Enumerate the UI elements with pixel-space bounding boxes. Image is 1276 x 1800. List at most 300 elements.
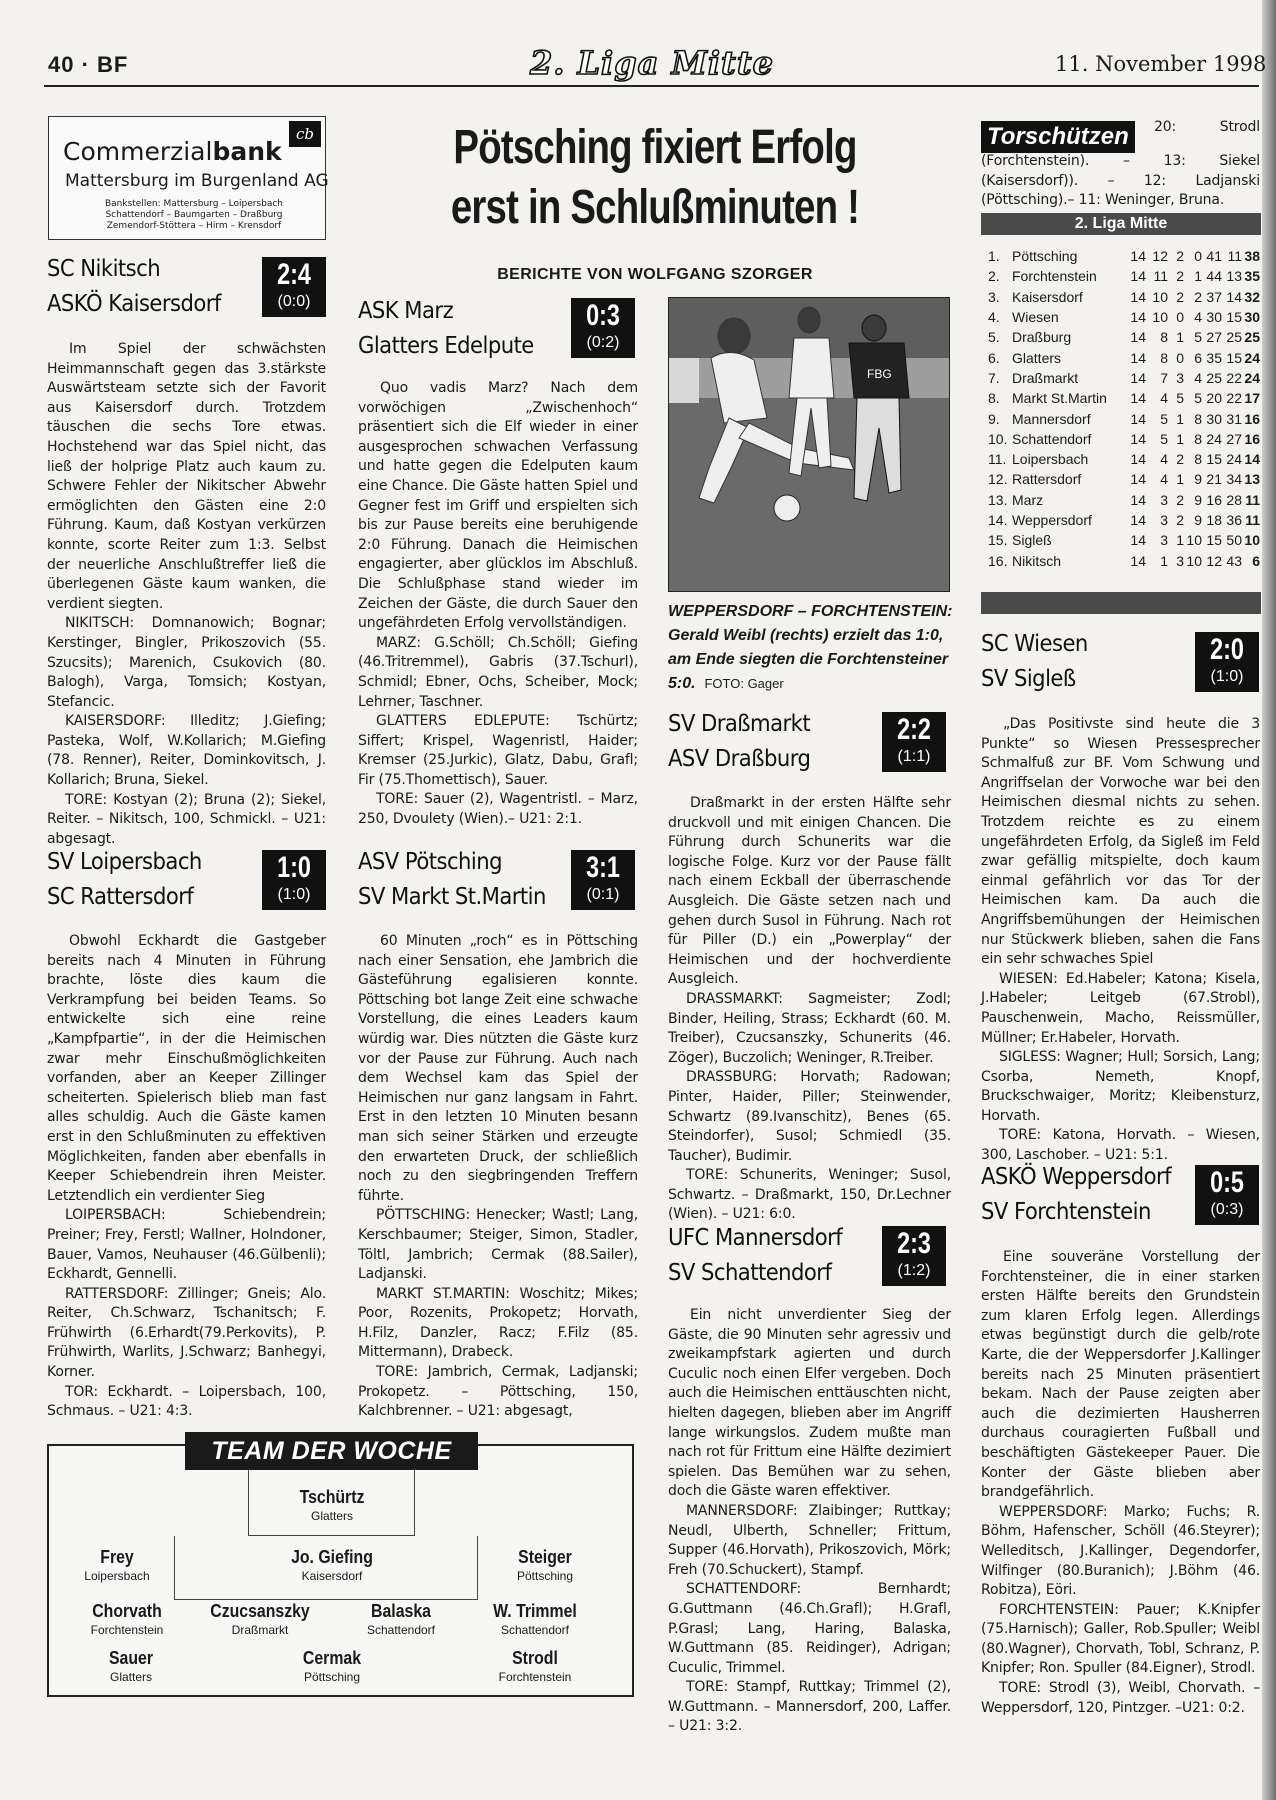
table-cell-goals-for: 20 [1206, 390, 1222, 407]
caption-text: WEPPERSDORF – FORCHTENSTEIN: Gerald Weibl (rechts) erzielt das 1:0, am Ende siegten die Forchtensteiner 5:0. [668, 603, 953, 692]
table-cell-points: 24 [1244, 369, 1260, 386]
table-cell-goals-against: 13 [1226, 268, 1242, 285]
table-cell-goals-for: 30 [1206, 410, 1222, 427]
table-cell-lost: 5 [1194, 329, 1202, 346]
player-card [257, 1647, 407, 1685]
table-cell-played: 14 [1130, 552, 1146, 569]
final-score: 2:4 [277, 258, 311, 291]
table-cell-rank: 4. [988, 309, 1000, 326]
table-row [988, 510, 1260, 530]
lineup-home: WIESEN: Ed.Habeler; Katona; Kisela, J.Habeler; Leitgeb (67.Strobl), Pauschenwein, Macho, Reissmüller, Müllner; Er.Habeler, Horvath. [981, 970, 1260, 1046]
table-row [988, 327, 1260, 347]
table-cell-lost: 9 [1194, 471, 1202, 488]
table-cell-team: Forchtenstein [1012, 268, 1097, 285]
table-cell-lost: 1 [1194, 268, 1202, 285]
score-box [882, 712, 946, 772]
table-cell-lost: 5 [1194, 390, 1202, 407]
match-report [981, 1248, 1260, 1718]
table-cell-won: 4 [1160, 451, 1168, 468]
table-cell-lost: 9 [1194, 512, 1202, 528]
away-team: SV Schattendorf [668, 1260, 832, 1286]
table-cell-goals-against: 22 [1226, 390, 1242, 407]
match-weppersdorf-teams [981, 1160, 1171, 1230]
table-cell-won: 10 [1152, 288, 1168, 305]
table-cell-rank: 15. [988, 532, 1008, 549]
match-report [47, 932, 326, 1422]
home-team: SC Wiesen [981, 631, 1088, 657]
football-players-illustration [669, 298, 950, 592]
table-cell-drawn: 2 [1176, 268, 1184, 285]
table-cell-played: 14 [1130, 390, 1146, 407]
match-report [47, 340, 326, 849]
table-cell-lost: 0 [1194, 248, 1202, 265]
table-cell-team: Glatters [1012, 349, 1062, 366]
table-cell-lost: 4 [1194, 369, 1202, 386]
table-cell-played: 14 [1130, 248, 1146, 265]
table-cell-lost: 8 [1194, 430, 1202, 447]
halftime-score: (0:3) [1210, 1201, 1244, 1218]
table-cell-played: 14 [1130, 268, 1146, 285]
table-cell-won: 7 [1160, 369, 1168, 386]
table-cell-goals-for: 18 [1206, 512, 1222, 528]
bank-name-prefix: Commerzial [63, 137, 213, 166]
match-drassmarkt-teams [668, 707, 810, 777]
lineup-away: GLATTERS EDLEPUTE: Tschürtz; Siffert; Krispel, Wagenristl, Haider; Kremser (25.Jurkic), Glatz, Dabu, Grafl; Fir (75.Thomettisch), Sauer. [358, 713, 638, 788]
table-cell-rank: 9. [988, 410, 1000, 427]
table-cell-played: 14 [1130, 491, 1146, 508]
player-name: Jo. Giefing [291, 1547, 373, 1567]
table-row [988, 530, 1260, 550]
player-card [42, 1546, 192, 1584]
table-cell-lost: 6 [1194, 349, 1202, 366]
table-cell-goals-for: 15 [1206, 451, 1222, 468]
table-cell-points: 17 [1244, 390, 1260, 407]
player-club: Draßmarkt [231, 1623, 289, 1637]
table-cell-played: 14 [1130, 512, 1146, 528]
player-club: Schattendorf [366, 1623, 436, 1637]
final-score: 2:2 [897, 713, 931, 746]
table-cell-team: Marz [1012, 491, 1044, 508]
report-paragraph: Im Spiel der schwächsten Heimmannschaft gegen das 3.stärkste Auswärtsteam setzte sich der Favorit aus Kaisersdorf durch. Trotzdem täuschen die sechs Tore etwas. Hochstehend war das Spiel nicht, das ließ der holprige Platz auch kaum zu. Schwere Fehler der Nikitscher Abwehr ermöglichten den Gästen eine 2:0 Führung. Kaum, daß Kostyan verkürzen konnte, scorte Reiter zum 1:3. Selbst der neuerliche Anschlußtreffer ließ die überlegenen Gäste kaum wanken, die verdient siegten. [47, 341, 326, 612]
match-poetsching-teams [358, 845, 546, 915]
goals-line: TORE: Schunerits, Weninger; Susol, Schwartz. – Draßmarkt, 150, Dr.Lechner (Wien). – U21: 6:0. [668, 1167, 951, 1223]
league-table [988, 246, 1260, 571]
away-team: SV Forchtenstein [981, 1199, 1151, 1225]
table-row [988, 408, 1260, 428]
league-table-title: 2. Liga Mitte [981, 213, 1261, 235]
scorers-text [981, 118, 1260, 211]
player-name: Czucsanszky [210, 1601, 310, 1621]
table-cell-drawn: 2 [1176, 248, 1184, 265]
table-cell-goals-for: 27 [1206, 329, 1222, 346]
final-score: 0:3 [586, 299, 620, 332]
table-cell-played: 14 [1130, 349, 1146, 366]
bank-name-bold: bank [212, 137, 282, 166]
table-cell-goals-against: 22 [1226, 369, 1242, 386]
table-cell-lost: 10 [1186, 532, 1202, 549]
match-mannersdorf-teams [668, 1221, 842, 1291]
goals-line: TOR: Eckhardt. – Loipersbach, 100, Schmaus. – U21: 4:3. [47, 1383, 326, 1420]
lineup-away: FORCHTENSTEIN: Pauer; K.Knipfer (75.Harnisch); Galler, Rob.Spuller; Weibl (80.Wagner), Chorvath, Tobl, Schranz, P. Knipfer; Ron. Spuller (84.Eigner), Strodl. [981, 1601, 1260, 1677]
player-name: Cermak [302, 1648, 362, 1668]
match-report [358, 932, 638, 1422]
page-edge [1262, 0, 1276, 1800]
goals-line: TORE: Sauer (2), Wagentristl. – Marz, 250, Dvoulety (Wien).– U21: 2:1. [358, 791, 638, 828]
lineup-away: SCHATTENDORF: Bernhardt; G.Guttmann (46.Ch.Grafl); H.Grafl, P.Grasl; Lang, Haring, Balaska, W.Guttmann (85. Reidinger), Adrigan; Cuculic, Trimmel. [668, 1581, 951, 1676]
table-cell-team: Nikitsch [1012, 552, 1062, 569]
main-headline [419, 118, 891, 238]
score-box [262, 257, 326, 317]
goals-line: TORE: Kostyan (2); Bruna (2); Siekel, Reiter. – Nikitsch, 100, Schmickl. – U21: abgesagt. [47, 791, 326, 847]
table-cell-won: 8 [1160, 329, 1168, 346]
report-paragraph: Quo vadis Marz? Nach dem vorwöchigen „Zwischenhoch“ präsentiert sich die Elf wieder in einer ausgesprochen schwachen Verfassung und hatte gegen die Edelputen kaum eine Chance. Die Gäste hatten Spiel und Gegner fest im Griff und erspielten sich bis zur Pause bereits eine beruhigende 2:0 Führung. Danach die Heimischen engagierter, aber glücklos im Abschluß. Die Schlußphase stand wieder im Zeichen der Gäste, die durch Sauer den ungefährdeten Erfolg vervollständigen. [358, 380, 638, 632]
report-paragraph: Obwohl Eckhardt die Gastgeber bereits nach 4 Minuten in Führung brachte, löste dies kaum die Verkrampfung bei beiden Teams. So entwickelte sich eine reine „Kampfpartie“, in der die Heimischen zwar mehr Einschußmöglichkeiten vorfanden, aber an Keeper Zillinger scheiterten. Spielerisch blieb man fast alles schuldig. Auch die Gäste kamen erst in den Schlußminuten zu effektiven Möglichkeiten, fanden aber ebenfalls in Keeper Schiebendrein ihren Meister. Letztendlich ein verdienter Sieg [47, 933, 326, 1204]
table-cell-rank: 11. [988, 451, 1007, 468]
table-cell-won: 10 [1152, 309, 1168, 326]
table-cell-won: 11 [1153, 268, 1168, 285]
table-row [988, 266, 1260, 286]
table-cell-lost: 2 [1194, 288, 1202, 305]
table-cell-goals-against: 15 [1226, 309, 1242, 326]
table-cell-won: 4 [1160, 390, 1168, 407]
final-score: 1:0 [277, 851, 311, 884]
table-cell-goals-for: 30 [1206, 309, 1222, 326]
table-cell-goals-against: 15 [1226, 349, 1242, 366]
table-cell-won: 5 [1160, 410, 1168, 427]
table-cell-played: 14 [1130, 410, 1146, 427]
home-team: UFC Mannersdorf [668, 1225, 843, 1251]
table-cell-drawn: 2 [1176, 288, 1184, 305]
table-cell-drawn: 5 [1176, 390, 1184, 407]
photo-caption [668, 600, 953, 696]
table-cell-goals-against: 25 [1226, 329, 1242, 346]
score-box [1195, 1165, 1259, 1225]
match-loipersbach-teams [47, 845, 202, 915]
table-cell-team: Loipersbach [1012, 451, 1089, 468]
byline: BERICHTE VON WOLFGANG SZORGER [497, 266, 813, 283]
page-number: 40 · BF [48, 52, 129, 77]
table-cell-rank: 2. [988, 268, 1000, 285]
table-cell-points: 24 [1244, 349, 1260, 366]
lineup-home: MARZ: G.Schöll; Ch.Schöll; Giefing (46.Tritremmel), Gabris (37.Tschurl), Schmidl; Ebner, Ochs, Scheiber, Mock; Lehrner, Taschner. [358, 634, 638, 710]
bank-branches-1: Bankstellen: Mattersburg – Loipersbach [104, 199, 284, 209]
issue-date: 11. November 1998 [1055, 52, 1267, 76]
player-card [56, 1647, 206, 1685]
score-box [571, 298, 635, 358]
table-cell-drawn: 0 [1176, 309, 1184, 326]
player-club: Pöttsching [303, 1670, 361, 1684]
report-paragraph: Eine souveräne Vorstellung der Forchtensteiner, die in einer starken ersten Hälfte bereits den Grundstein zum klaren Erfolg legen. Allerdings etwas begünstigt durch die gelb/rote Karte, die der Weppersdorfer J.Kallinger bereits nach 25 Minuten präsentiert bekam. Nach der Pause zeigten aber auch die dezimierten Hausherren durchaus couragierten Fußball und beschäftigten Gästekeeper Pauer. Die Konter der Gäste blieben aber brandgefährlich. [981, 1249, 1260, 1501]
report-paragraph: Ein nicht unverdienter Sieg der Gäste, die 90 Minuten sehr agressiv und zweikampfstark agierten und durch Cuculic noch einen Elfer vergeben. Doch auch die Heimischen enttäuschten nicht, hielten dagegen, blieben aber im Angriff lange wirkungslos. Zudem mußte man nach rot für Frittum eine Hälfte dezimiert spielen. Das Bemühen war zu sehen, doch die Gäste waren effektiver. [668, 1307, 951, 1500]
home-team: SV Loipersbach [47, 849, 202, 875]
table-cell-goals-for: 35 [1206, 349, 1222, 366]
table-cell-rank: 12. [988, 471, 1008, 488]
table-cell-goals-against: 27 [1226, 430, 1242, 447]
table-cell-won: 12 [1152, 248, 1168, 265]
table-cell-points: 10 [1244, 532, 1260, 549]
goals-line: TORE: Strodl (3), Weibl, Chorvath. – Weppersdorf, 120, Pintzger. –U21: 0:2. [981, 1680, 1260, 1716]
lineup-home: NIKITSCH: Domnanowich; Bognar; Kerstinger, Bingler, Prikoszovich (55. Szucsits); Marenich, Csukovich (80. Balogh), Varga, Tomsich; Kostyan, Stefancic. [47, 615, 326, 710]
table-cell-points: 38 [1244, 248, 1260, 265]
table-cell-drawn: 0 [1176, 349, 1184, 366]
score-box [571, 850, 635, 910]
table-cell-played: 14 [1130, 471, 1146, 488]
report-paragraph: 60 Minuten „roch“ es in Pöttsching nach einer Sensation, ehe Jambrich die Gästeführung egalisieren konnte. Pöttsching bot lange Zeit eine schwache Vorstellung, die eines Leaders kaum würdig war. Dies nützten die Gäste kurz vor der Pause zur Führung. Auch nach dem Wechsel kam das Spiel der Heimischen nur ganz langsam in Fahrt. Erst in den letzten 10 Minuten besann man sich seiner Stärken und erzeugte den erwarteten Druck, der schließlich noch zu den siegbringenden Treffern führte. [358, 933, 638, 1204]
player-name: Steiger [518, 1547, 572, 1567]
table-cell-goals-against: 34 [1226, 471, 1242, 488]
lineup-home: DRASSMARKT: Sagmeister; Zodl; Binder, Heiling, Strass; Eckhardt (60. M. Treiber), Czucsanszky, Schunerits (46. Zöger), Buczolich; Weninger, R.Treiber. [668, 990, 951, 1066]
table-cell-points: 11 [1245, 512, 1260, 528]
lineup-away: RATTERSDORF: Zillinger; Gneis; Alo. Reiter, Ch.Schwarz, Tschanitsch; F. Frühwirth (6.Erhardt(79.Perkovits), P. Frühwirth, Warlits, J.Schwarz; Banhegyi, Korner. [47, 1285, 326, 1381]
match-report [668, 794, 951, 1225]
score-box [262, 850, 326, 910]
scorers-title-spacer [981, 118, 1154, 152]
table-cell-drawn: 2 [1176, 512, 1184, 528]
table-cell-rank: 6. [988, 349, 1000, 366]
table-cell-team: Markt St.Martin [1012, 390, 1107, 407]
player-club: Glatters [310, 1509, 353, 1523]
table-cell-won: 5 [1160, 430, 1168, 447]
table-cell-points: 35 [1244, 268, 1260, 285]
lineup-home: WEPPERSDORF: Marko; Fuchs; R. Böhm, Hafenscher, Schöll (46.Steyrer); Welleditsch, J.Kallinger, Degendorfer, Wilfinger (80.Buranich); J.Böhm (46. Robitza), Eöri. [981, 1503, 1260, 1599]
lineup-away: SIGLESS: Wagner; Hull; Sorsich, Lang; Csorba, Nemeth, Knopf, Bruckschwaiger, Moritz; Kleibensturz, Horvath. [981, 1049, 1260, 1124]
lineup-home: LOIPERSBACH: Schiebendrein; Preiner; Frey, Ferstl; Wallner, Holndoner, Bauer, Vamos, Neuhauser (46.Gülbenli); Eckhardt, Gennelli. [47, 1207, 326, 1283]
scorers-list: 20: Strodl (Forchtenstein). – 13: Siekel (Kaisersdorf)). – 12: Ladjanski (Pöttsching).– 11: Weninger, Bruna. [981, 119, 1260, 209]
player-name: Balaska [371, 1601, 431, 1621]
table-cell-played: 14 [1130, 369, 1146, 386]
table-cell-won: 8 [1160, 349, 1168, 366]
table-cell-goals-for: 21 [1206, 471, 1222, 488]
table-row [988, 550, 1260, 570]
table-cell-drawn: 1 [1176, 471, 1184, 488]
table-cell-played: 14 [1130, 451, 1146, 468]
away-team: SV Sigleß [981, 666, 1076, 692]
table-cell-goals-for: 24 [1206, 430, 1222, 447]
goals-line: TORE: Jambrich, Cermak, Ladjanski; Prokopetz. – Pöttsching, 150, Kalchbrenner. – U21: abgesagt, [358, 1364, 638, 1420]
table-cell-drawn: 2 [1176, 491, 1184, 508]
table-cell-points: 25 [1244, 329, 1260, 346]
table-cell-points: 32 [1244, 288, 1260, 305]
player-club: Forchtenstein [90, 1623, 164, 1637]
table-cell-drawn: 2 [1176, 451, 1184, 468]
table-cell-goals-against: 43 [1226, 552, 1242, 569]
player-name: Strodl [512, 1648, 558, 1668]
final-score: 2:0 [1210, 633, 1244, 666]
table-row [988, 388, 1260, 408]
table-cell-team: Mannersdorf [1012, 410, 1091, 427]
table-cell-rank: 3. [988, 288, 1000, 305]
section-title: 2. Liga Mitte [530, 44, 774, 82]
home-team: SV Draßmarkt [668, 711, 811, 737]
final-score: 0:5 [1210, 1166, 1244, 1199]
table-cell-points: 30 [1244, 309, 1260, 326]
table-cell-team: Sigleß [1012, 532, 1052, 549]
halftime-score: (1:0) [277, 886, 311, 903]
table-cell-rank: 7. [988, 369, 1000, 386]
table-cell-drawn: 1 [1176, 329, 1184, 346]
score-box [1195, 632, 1259, 692]
table-cell-drawn: 1 [1176, 532, 1184, 549]
table-row [988, 429, 1260, 449]
player-club: Schattendorf [500, 1623, 570, 1637]
match-report [358, 379, 638, 830]
table-cell-rank: 10. [988, 430, 1008, 447]
table-cell-goals-against: 36 [1226, 512, 1242, 528]
halftime-score: (1:1) [897, 748, 931, 765]
table-row [988, 347, 1260, 367]
bank-advertisement [48, 116, 329, 240]
table-row [988, 287, 1260, 307]
table-cell-played: 14 [1130, 430, 1146, 447]
table-cell-goals-against: 31 [1226, 410, 1242, 427]
table-cell-won: 1 [1160, 552, 1168, 569]
player-name: Tschürtz [299, 1487, 365, 1507]
header-rule [44, 85, 1259, 87]
table-cell-team: Rattersdorf [1012, 471, 1082, 488]
player-name: Frey [100, 1547, 134, 1567]
table-row [988, 490, 1260, 510]
league-table-footer [981, 592, 1261, 614]
match-report [668, 1306, 951, 1737]
table-row [988, 449, 1260, 469]
table-cell-team: Pöttsching [1012, 248, 1078, 265]
table-cell-lost: 8 [1194, 451, 1202, 468]
bank-branches-3: Zemendorf-Stöttera – Hirm – Krensdorf [106, 221, 282, 231]
lineup-away: DRASSBURG: Horvath; Radowan; Pinter, Haider, Piller; Steinwender, Schwartz (89.Ivanschitz), Benes (65. Steindorfer), Susol; Schmiedl (35. Taucher), Budimir. [668, 1069, 951, 1164]
home-team: ASK Marz [358, 298, 454, 324]
match-photo [668, 297, 950, 592]
table-cell-drawn: 3 [1176, 369, 1184, 386]
away-team: ASV Draßburg [668, 746, 811, 772]
player-card [257, 1486, 407, 1524]
table-cell-rank: 5. [988, 329, 1000, 346]
halftime-score: (0:2) [586, 334, 620, 351]
table-cell-points: 11 [1245, 491, 1260, 508]
table-cell-won: 4 [1160, 471, 1168, 488]
table-cell-points: 6 [1252, 552, 1260, 569]
halftime-score: (0:1) [586, 886, 620, 903]
goals-line: TORE: Katona, Horvath. – Wiesen, 300, Laschober. – U21: 5:1. [981, 1127, 1260, 1164]
table-cell-played: 14 [1130, 288, 1146, 305]
player-club: Forchtenstein [498, 1670, 572, 1684]
headline-line-2: erst in Schlußminuten ! [450, 181, 860, 234]
table-cell-team: Wiesen [1012, 309, 1059, 326]
player-club: Pöttsching [516, 1569, 574, 1583]
table-row [988, 469, 1260, 489]
player-card [326, 1600, 476, 1638]
table-cell-points: 16 [1244, 410, 1260, 427]
player-club: Kaisersdorf [301, 1569, 363, 1583]
table-cell-won: 3 [1160, 532, 1168, 549]
match-marz-teams [358, 294, 534, 364]
bank-logo: cb [289, 121, 321, 147]
table-cell-goals-for: 25 [1206, 369, 1222, 386]
home-team: ASV Pötsching [358, 849, 502, 875]
home-team: SC Nikitsch [47, 256, 161, 282]
headline-line-1: Pötsching fixiert Erfolg [453, 121, 857, 174]
table-cell-drawn: 1 [1176, 430, 1184, 447]
table-cell-played: 14 [1130, 532, 1146, 549]
table-cell-won: 3 [1160, 491, 1168, 508]
goals-line: TORE: Stampf, Ruttkay; Trimmel (2), W.Guttmann. – Mannersdorf, 200, Laffer. – U21: 3:2. [668, 1679, 951, 1735]
away-team: SV Markt St.Martin [358, 884, 546, 910]
table-row [988, 307, 1260, 327]
final-score: 2:3 [897, 1227, 931, 1260]
table-cell-played: 14 [1130, 329, 1146, 346]
bank-subtitle: Mattersburg im Burgenland AG [65, 171, 329, 191]
bank-branches-2: Schattendorf – Baumgarten – Draßburg [105, 210, 283, 220]
table-row [988, 368, 1260, 388]
team-of-week-title: TEAM DER WOCHE [185, 1432, 478, 1470]
table-cell-drawn: 3 [1176, 552, 1184, 569]
table-cell-goals-against: 24 [1226, 451, 1242, 468]
table-cell-lost: 10 [1186, 552, 1202, 569]
score-box [882, 1226, 946, 1286]
player-club: Glatters [109, 1670, 152, 1684]
table-cell-rank: 13. [988, 491, 1008, 508]
table-cell-team: Draßburg [1012, 329, 1072, 346]
lineup-away: MARKT ST.MARTIN: Woschitz; Mikes; Poor, Rozenits, Prokopetz; Horvath, H.Filz, Danzler, Racz; F.Filz (85. Mittermann), Drabeck. [358, 1285, 638, 1361]
away-team: ASKÖ Kaisersdorf [47, 291, 221, 317]
table-cell-lost: 9 [1194, 491, 1202, 508]
table-cell-drawn: 1 [1176, 410, 1184, 427]
player-name: Chorvath [92, 1601, 162, 1621]
table-cell-team: Draßmarkt [1012, 369, 1079, 386]
match-wiesen-teams [981, 627, 1088, 697]
lineup-away: KAISERSDORF: Illeditz; J.Giefing; Pasteka, Wolf, W.Kollarich; M.Giefing (78. Renner), Reiter, Dominkovitsch, J. Kollarich; Bruna, Siekel. [47, 713, 326, 789]
lineup-home: MANNERSDORF: Zlaibinger; Ruttkay; Neudl, Ulberth, Schneller; Frittum, Supper (46.Horvath), Prikoszovich, Mörk; Freh (70.Schuckert), Stampf. [668, 1502, 951, 1578]
table-cell-rank: 16. [988, 552, 1008, 569]
table-cell-lost: 4 [1194, 309, 1202, 326]
table-cell-goals-for: 44 [1206, 268, 1222, 285]
table-cell-team: Schattendorf [1012, 430, 1092, 447]
table-cell-goals-against: 14 [1226, 288, 1242, 305]
table-cell-lost: 8 [1194, 410, 1202, 427]
player-card [257, 1546, 407, 1584]
table-cell-points: 13 [1244, 471, 1260, 488]
table-cell-goals-for: 12 [1206, 552, 1222, 569]
table-cell-team: Weppersdorf [1012, 512, 1092, 528]
table-cell-goals-for: 15 [1206, 532, 1222, 549]
table-cell-points: 14 [1244, 451, 1260, 468]
photo-credit: FOTO: Gager [704, 676, 784, 691]
report-paragraph: Draßmarkt in der ersten Hälfte sehr druckvoll und mit einigen Chancen. Die Führung durch Schunerits war die logische Folge. Kurz vor der Pause fällt nach einem Eckball der überraschende Ausgleich. Die Gäste setzen nach und gehen durch Susol in Führung. Nach rot für Piller (D.) ein „Powerplay“ der Heimischen und der hochverdiente Ausgleich. [668, 795, 951, 988]
halftime-score: (1:0) [1210, 668, 1244, 685]
away-team: SC Rattersdorf [47, 884, 194, 910]
table-cell-goals-for: 16 [1206, 491, 1222, 508]
player-card [460, 1600, 610, 1638]
halftime-score: (0:0) [277, 293, 311, 310]
player-name: Sauer [108, 1648, 154, 1668]
table-cell-goals-against: 11 [1227, 248, 1242, 265]
table-cell-goals-for: 41 [1206, 248, 1222, 265]
table-cell-points: 16 [1244, 430, 1260, 447]
table-cell-team: Kaisersdorf [1012, 288, 1083, 305]
final-score: 3:1 [586, 851, 620, 884]
report-paragraph: „Das Positivste sind heute die 3 Punkte“ so Wiesen Pressesprecher Schmalfuß zur BF. Vom Schwung und Angriffselan der Vorwoche war bei den Heimischen diesmal nichts zu sehen. Trotzdem reichte es zu einem ungefährdeten Erfolg, da Sigleß im Feld zwar gefällig mitspielte, doch kaum einmal gefährlich vor das Tor der Heimischen kam. Da auch die Angriffsbemühungen der Heimischen nur Stückwerk blieben, sahen die Fans ein sehr schwaches Spiel [981, 716, 1260, 968]
table-cell-goals-against: 28 [1226, 491, 1242, 508]
player-name: W. Trimmel [493, 1601, 577, 1621]
player-card [460, 1647, 610, 1685]
table-cell-goals-for: 37 [1206, 288, 1222, 305]
lineup-home: PÖTTSCHING: Henecker; Wastl; Lang, Kerschbaumer; Steiger, Simon, Stadler, Töltl, Jambrich; Cermak (88.Sailer), Ladjanski. [358, 1207, 638, 1283]
halftime-score: (1:2) [897, 1262, 931, 1279]
home-team: ASKÖ Weppersdorf [981, 1164, 1172, 1190]
table-row [988, 246, 1260, 266]
table-cell-rank: 14. [988, 512, 1008, 528]
player-card [185, 1600, 335, 1638]
bank-name [63, 137, 282, 166]
